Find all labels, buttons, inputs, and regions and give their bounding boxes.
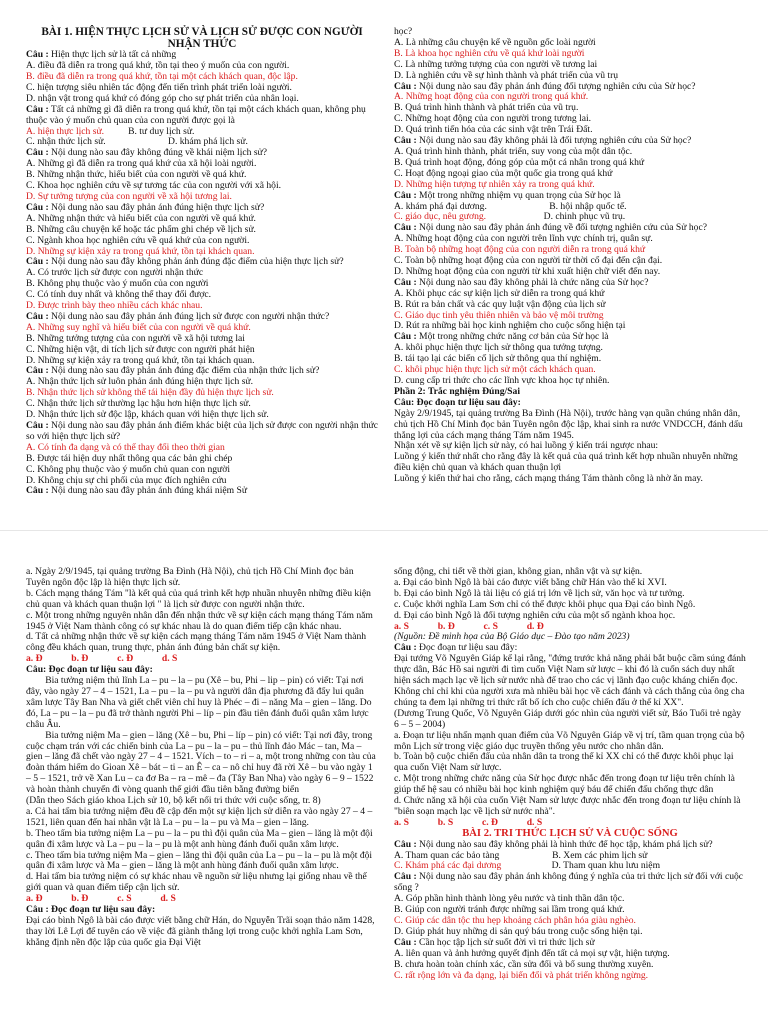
text-line: A. Những hoạt động của con người trên lĩnh vực chính trị, quân sự. <box>394 233 653 245</box>
question <box>394 872 746 894</box>
question-label: Câu : <box>26 103 49 115</box>
text-line: D. Những sự kiện xảy ra trong quá khứ, tồn tại khách quan. <box>26 354 255 366</box>
text-line: Luồng ý kiến thứ nhất cho rằng đây là kết quả của quá trình kết hợp nhuần nhuyễn những điều kiện chủ quan và khách quan thuận lợi <box>394 451 741 474</box>
text-line: c. Theo tấm bia tưởng niệm Ma – gien – lăng thì đội quân của La – pu – la – pu là một đội quân đi xâm lược và Ma – gien – lăng là một anh hùng đánh đuổi quân xâm lược. <box>26 849 375 872</box>
question-label: Câu : <box>26 201 49 213</box>
text-line: a. Đại cáo bình Ngô là bài cáo được viết bằng chữ Hán vào thế kỉ XVI. <box>394 576 667 588</box>
question-text: Hiện thực lịch sử là tất cả những <box>48 49 177 61</box>
column-top-left <box>26 26 381 507</box>
text-line: Đại cáo bình Ngô là bài cáo được viết bằng chữ Hán, do Nguyễn Trãi soạn thảo năm 1428, thay lời Lê Lợi để tuyên cáo về việc đã giành thắng lợi trong cuộc khởi nghĩa Lam Sơn, khẳng định nền độc lập của quốc gia Đại Việt <box>26 915 377 948</box>
question-label: Câu : <box>394 80 417 92</box>
text-line: B. Được tái hiện duy nhất thông qua các bản ghi chép <box>26 452 233 464</box>
correct-answer: C. Giáo dục tinh yêu thiên nhiên và bảo vệ môi trường <box>394 309 604 321</box>
option-text: D. Tham quan khu lưu niệm <box>551 860 661 872</box>
text-line: C. Nhận thức lịch sử thường lạc hậu hơn hiện thực lịch sử. <box>26 398 251 410</box>
column-bottom-left <box>26 567 378 1024</box>
question <box>394 191 746 202</box>
text-line: C. Khoa học nghiên cứu về sự tương tác của con người với xã hội. <box>26 180 282 192</box>
correct-answer: A. Những suy nghĩ và hiểu biết của con người về quá khứ. <box>26 321 251 333</box>
text-line: B. Những câu chuyện kể hoặc tác phẩm ghi chép về lịch sử. <box>26 223 256 235</box>
text-line: B. Những nhận thức, hiểu biết của con người về quá khứ. <box>26 169 247 181</box>
text-line: D. nhận vật trong quá khứ có đóng góp cho sự phát triển của nhân loại. <box>26 92 299 104</box>
text-line: D. Là nghiên cứu về sự hình thành và phát triển của vũ trụ <box>394 69 619 81</box>
question-label: Câu : <box>394 331 417 343</box>
answer-key: a. S b. S c. Đ d. S <box>394 816 543 828</box>
correct-answer: C. Khám phá các đại dương <box>394 860 552 872</box>
text-line: c. Một trong những chức năng của Sử học được nhắc đến trong đoạn tư liệu trên chính là giúp thế hệ sau có nhiều bài học kinh nghiệm quý báu để chiến đấu chống thực dân <box>394 773 738 796</box>
question-text: Nội dung nào sau đây không phải là chức năng của Sử học? <box>416 276 649 288</box>
question-label: Câu : <box>394 838 417 850</box>
text-line: D. Quá trình tiến hóa của các sinh vật trên Trái Đất. <box>394 124 593 136</box>
question-label: Câu : <box>394 276 417 288</box>
answer-key: a. S b. Đ c. S d. Đ <box>394 620 544 632</box>
text-line: A. liên quan và ảnh hưởng quyết định đến tất cả mọi sự vật, hiện tượng. <box>394 947 670 959</box>
question-label: Câu : <box>394 936 417 948</box>
text-line: Luồng ý kiến thứ hai cho rằng, cách mạng tháng Tám thành công là nhờ ăn may. <box>394 473 703 485</box>
question-label: Câu : <box>26 310 49 322</box>
question-label: Câu : <box>394 189 417 201</box>
question-text: Một trong những nhiệm vụ quan trọng của Sử học là <box>416 189 621 201</box>
text-line: b. Cách mạng tháng Tám "là kết quả của quá trình kết hợp nhuần nhuyễn những điều kiện chủ quan và khách quan thuận lợi " là lịch sử được con người nhận thức. <box>26 587 374 610</box>
text-line: A. Có trước lịch sử được con người nhận thức <box>26 267 204 279</box>
correct-answer: B. điều đã diễn ra trong quá khứ, tồn tại một cách khách quan, độc lập. <box>26 71 298 82</box>
text-line: B. Những tưởng tượng của con người về xã hội tương lai <box>26 332 245 344</box>
text-line: Bia tưởng niệm thủ lĩnh La – pu – la – pu (Xê – bu, Phi – lip – pin) có viết: Tại nơi đây, vào ngày 27 – 4 – 1521, La – pu – la – pu và người dân địa phương đã đẩy lui quân xâm lược Tây Ban Nha và giết chết viên chỉ huy là Phéc – đi – năng Ma – gien – lăng. Do đó, La – pu – la – pu đã trở thành người Phi – líp – pin đầu tiên đánh đuổi quân xâm lược châu Âu. <box>26 675 374 730</box>
lesson-title: BÀI 1. HIỆN THỰC LỊCH SỬ VÀ LỊCH SỬ ĐƯỢC CON NGƯỜI NHẬN THỨC <box>41 26 366 50</box>
question-text: Nội dung nào sau đây phản ánh đúng đặc điểm của nhận thức lịch sử? <box>48 365 320 377</box>
question <box>394 840 746 851</box>
text-line: C. hiện tượng siêu nhiên tác động đến tiến trình phát triển loài người. <box>26 81 292 93</box>
text-line: Đại tướng Võ Nguyên Giáp kể lại rằng, "đứng trước khả năng phải bắt buộc cầm súng đánh thực dân, Bác Hồ sai người đi tìm cuốn Việt Nam sử lược – khi đó là cuốn sách duy nhất hiện sách mạch lạc về lịch sử nước nhà để trao cho các vị lãnh đạo cuộc kháng chiến đọc. Không chỉ chỉ khi của người xưa mà nhiều bài học về cách đánh và cách thắng của ông cha chúng ta đem lại những tri thức rất bổ ích cho cuộc chiến đấu ở thế kỉ XX". <box>394 653 749 708</box>
correct-answer: A. Những hoạt động của con người trong quá khứ. <box>394 91 589 103</box>
question-label: Câu : <box>394 871 417 883</box>
source-note: (Nguồn: Đề minh họa của Bộ Giáo dục – Đào tạo năm 2023) <box>394 631 630 643</box>
text-line: Ngày 2/9/1945, tại quảng trường Ba Đình (Hà Nội), trước hàng vạn quần chúng nhân dân, chủ tịch Hồ Chí Minh đọc bản Tuyên ngôn độc lập, khai sinh ra nước VNDCCH, đánh dấu thắng lợi của cách mạng tháng Tám năm 1945. <box>394 407 746 441</box>
correct-answer: B. Nhận thức lịch sử không thể tái hiện đầy đủ hiện thực lịch sử. <box>26 387 274 399</box>
question <box>26 486 378 497</box>
correct-answer: B. Toàn bộ những hoạt động của con người diễn ra trong quá khứ <box>394 244 646 256</box>
text-line: (Dương Trung Quốc, Võ Nguyên Giáp dưới góc nhìn của người viết sử, Báo Tuổi trẻ ngày 6 – 5 – 2004) <box>394 707 744 730</box>
question-text: Nội dung nào sau đây phản ánh đúng hiện thực lịch sử? <box>48 201 265 213</box>
question-label: Câu : <box>26 49 49 61</box>
text-line: B. Rút ra bản chất và các quy luật vận động của lịch sử <box>394 298 606 310</box>
text-line: d. Chức năng xã hội của cuốn Việt Nam sử lược được nhắc đến trong đoạn tư liệu chính là "biên soạn mạch lạc về lịch sử nước nhà". <box>394 795 743 817</box>
question-heading: Câu : Đọc đoạn tư liệu sau đây: <box>26 904 156 916</box>
column-top-right <box>394 27 746 507</box>
question-text: Nội dung nào sau đây phản ánh đúng lịch sử được con người nhận thức? <box>48 310 330 322</box>
text-line: C. Là những tưởng tượng của con người về tương lai <box>394 58 598 70</box>
page-divider <box>0 530 768 531</box>
question <box>26 420 381 443</box>
text-line: A. khôi phục hiện thực lịch sử thông qua tưởng tượng. <box>394 342 603 354</box>
text-line: C. nhận thức lịch sử. D. khám phá lịch sử. <box>26 136 248 148</box>
text-line: d. Tất cả những nhận thức về sự kiện cách mạng tháng Tám năm 1945 ở Việt Nam thành công đều khách quan, trung thực, phản ánh đúng bản chất sự kiện. <box>26 631 369 654</box>
text-line: Bia tưởng niệm Ma – gien – lăng (Xê – bu, Phi – líp – pin) có viết: Tại nơi đây, trong cuộc chạm trán với các chiến binh của La – pu – la – pu – thủ lĩnh đảo Mác – tan, Ma – gien – lăng đã chết vào ngày 27 – 4 – 1521. Vích – to – ri – a, một trong những con tàu của đoàn thám hiểm do Gioan Xê – bát – ti – an Ê – ca – nô chỉ huy đã rời Xê – bu vào ngày 1 – 5 – 1521, trở về Xan Lu – ca đơ Ba – ra – mê – đa (Tây Ban Nha) vào ngày 6 – 9 – 1522 và hoàn thành chuyến đi vòng quanh thế giới đầu tiên bằng đường biển <box>26 729 379 796</box>
question-text: Một trong những chức năng cơ bản của Sử học là <box>416 331 609 343</box>
text-line: A. Những nhận thức và hiểu biết của con người về quá khứ. <box>26 212 256 224</box>
question-text: Nội dung nào sau đây phản ánh đúng khái niệm Sử <box>48 485 248 497</box>
text-line: C. Toàn bộ những hoạt động của con người từ thời cổ đại đến cận đại. <box>394 255 663 267</box>
text-line: D. Giúp phát huy những di sản quý báu trong cuộc sống hiện tại. <box>394 925 643 937</box>
question-text: Nội dung nào sau đây không phải là đối tượng nghiên cứu của Sử học? <box>416 135 692 147</box>
correct-answer: C. rất rộng lớn và đa dạng, lại biến đổi và phát triển không ngừng. <box>394 969 649 981</box>
text-line: A. Quá trình hình thành, phát triển, suy vong của một dân tộc. <box>394 145 633 157</box>
text-line: b. Theo tấm bia tưởng niệm La – pu – la – pu thì đội quân của Ma – gien – lăng là một đội quân đi xâm lược và La – pu – la – pu là một anh hùng đánh đuổi quân xâm lược. <box>26 827 376 850</box>
question-label: Câu : <box>26 420 49 431</box>
question-heading: Câu: Đọc đoạn tư liệu sau đây: <box>26 664 153 676</box>
text-line: A. Những gì đã diễn ra trong quá khứ của xã hội loài người. <box>26 158 257 170</box>
text-line: A. Là những câu chuyện kể về nguồn gốc loài người <box>394 36 596 48</box>
text-line: Nhận xét về sự kiện lịch sử này, có hai luồng ý kiến trái ngược nhau: <box>394 440 659 452</box>
text-line: C. Hoạt động ngoại giao của một quốc gia trong quá khứ <box>394 167 613 179</box>
question-text: Nội dung nào sau đây không phản ánh đúng đặc điểm của hiện thực lịch sử? <box>48 256 344 268</box>
question-label: Câu : <box>394 222 417 234</box>
option-text: D. chinh phục vũ trụ. <box>543 211 626 223</box>
text-line: (Dẫn theo Sách giáo khoa Lịch sử 10, bộ kết nối tri thức với cuộc sống, tr. 8) <box>26 795 321 807</box>
column-bottom-right <box>394 566 749 1024</box>
question-label: Câu : <box>26 365 49 377</box>
text-line: A. Nhận thức lịch sử luôn phản ánh đúng hiện thực lịch sử. <box>26 376 254 388</box>
text-line: học? <box>394 26 413 37</box>
question-heading: Phần 2: Trắc nghiệm Đúng/Sai <box>394 385 520 397</box>
correct-answer: B. Là khoa học nghiên cứu về quá khứ loài người <box>394 47 585 59</box>
text-line: C. Những hoạt động của con người trong tương lai. <box>394 113 592 125</box>
text-line: d. Đại cáo bình Ngô là đối tượng nghiên cứu của một số ngành khoa học. <box>394 609 676 621</box>
text-line: a. Cả hai tấm bia tưởng niệm đều đề cập đến một sự kiện lịch sử diễn ra vào ngày 27 – 4 – 1521, liên quan đến hai nhân vật là La – pu – la – pu và Ma – gien – lăng. <box>26 805 375 828</box>
question-text: Đọc đoạn tư liệu sau đây: <box>416 642 518 654</box>
correct-answer: D. Sự tưởng tượng của con người về xã hội tương lai. <box>26 190 232 202</box>
option-text: B. tư duy lịch sử. <box>128 125 195 137</box>
text-line: c. Một trong những nguyên nhân dẫn đến nhận thức về sự kiện cách mạng tháng Tám năm 1945 ở Việt Nam thành công có sự khác nhau là do quan điểm tiếp cận khác nhau. <box>26 609 376 632</box>
text-line: D. Nhận thức lịch sử độc lập, khách quan với hiện thực lịch sử. <box>26 409 269 421</box>
text-line: D. Không chịu sự chi phối của mục đích nghiên cứu <box>26 474 227 486</box>
text-line: d. Hai tấm bia tưởng niệm có sự khác nhau về nguồn sử liệu nhưng lại giống nhau về thế giới quan và quan điểm tiếp cận lịch sử. <box>26 871 370 894</box>
text-line: b. Toàn bộ cuộc chiến đấu của nhân dân ta trong thế kỉ XX chỉ có thể được khôi phục lại qua cuốn Việt Nam sử lược. <box>394 751 736 774</box>
answer-key: a. Đ b. Đ c. Đ d. S <box>26 653 178 665</box>
text-line: B. chưa hoàn toàn chính xác, cần sửa đổi và bổ sung thường xuyên. <box>394 958 654 970</box>
question-label: Câu : <box>26 485 49 497</box>
text-line: B. Không phụ thuộc vào ý muốn của con người <box>26 278 209 290</box>
text-line: a. Đoạn tư liệu nhấn mạnh quan điểm của Võ Nguyên Giáp về vị trí, tầm quan trọng của bộ môn Lịch sử trong việc giáo dục truyền thống yêu nước cho nhân dân. <box>394 729 747 752</box>
question-label: Câu : <box>394 135 417 147</box>
question-text: Cần học tập lịch sử suốt đời vì tri thức lịch sử <box>416 936 595 948</box>
question-text: Nội dung nào sau đây phản ánh đúng về đối tượng nghiên cứu của Sử học? <box>416 222 707 234</box>
text-line: C. Những hiện vật, di tích lịch sử được con người phát hiện <box>26 343 255 355</box>
question <box>26 105 378 127</box>
text-line: A. Tham quan các bảo tàng B. Xem các phim lịch sử <box>394 849 648 861</box>
text-line: B. Giúp con người tránh được những sai lầm trong quá khứ. <box>394 904 625 916</box>
text-line: b. Đại cáo bình Ngô là tài liệu có giá trị lớn về lịch sử, văn học và tư tưởng. <box>394 587 685 599</box>
text-line: C. Không phụ thuộc vào ý muốn chủ quan con người <box>26 463 230 475</box>
text-line: A. khám phá đại dương. B. hội nhập quốc tế. <box>394 200 627 212</box>
text-line: A. điều đã diễn ra trong quá khứ, tồn tại theo ý muốn của con người. <box>26 60 290 72</box>
answer-key: a. Đ b. Đ c. S d. S <box>26 893 176 905</box>
correct-answer: C. Giúp các dân tộc thu hẹp khoảng cách phân hóa giàu nghèo. <box>394 915 636 926</box>
text-line: D. cung cấp tri thức cho các lĩnh vực khoa học tự nhiên. <box>394 375 610 386</box>
text-line: D. Rút ra những bài học kinh nghiệm cho cuộc sống hiện tại <box>394 320 626 332</box>
correct-answer: C. giáo dục, nêu gương. <box>394 211 544 223</box>
question-label: Câu : <box>26 256 49 268</box>
text-line: C. Có tính duy nhất và không thể thay đổi được. <box>26 289 212 301</box>
text-line: B. Quá trình hình thành và phát triển của vũ trụ. <box>394 102 579 114</box>
text-line: A. Góp phần hình thành lòng yêu nước và tinh thần dân tộc. <box>394 893 625 905</box>
text-line: D. Những hoạt động của con người từ khi xuất hiện chữ viết đến nay. <box>394 265 661 277</box>
text-line: B. tái tạo lại các biến cố lịch sử thông qua thí nghiệm. <box>394 353 602 365</box>
question-text: Nội dung nào sau đây phản ánh đúng đối tượng nghiên cứu của Sử học? <box>416 80 696 92</box>
correct-answer: A. hiện thực lịch sử. <box>26 125 129 137</box>
text-line: A. Khôi phục các sự kiện lịch sử diễn ra trong quá khứ <box>394 287 605 299</box>
text-line: a. Ngày 2/9/1945, tại quảng trường Ba Đình (Hà Nội), chủ tịch Hồ Chí Minh đọc bản Tuyên ngôn độc lập là hiện thực lịch sử. <box>26 566 356 588</box>
question-text: Nội dung nào sau đây phản ánh điểm khác biệt của lịch sử được con người nhận thức so với hiện thực lịch sử? <box>26 420 381 442</box>
question-heading: Câu: Đọc đoạn tư liệu sau đây: <box>394 396 521 408</box>
correct-answer: D. Những hiện tượng tự nhiên xảy ra trong quá khứ. <box>394 178 595 190</box>
correct-answer: D. Những sự kiện xảy ra trong quá khứ, tồn tại khách quan. <box>26 245 255 257</box>
correct-answer: C. khôi phục hiện thực lịch sử một cách khách quan. <box>394 364 596 376</box>
question-text: Tất cả những gì đã diễn ra trong quá khứ, tồn tại một cách khách quan, không phụ thuộc vào ý muốn chủ quan của con người được gọi là <box>26 103 369 126</box>
text-line: B. Quá trình hoạt động, đóng góp của một cá nhân trong quá khứ <box>394 156 645 168</box>
text-line: C. Ngành khoa học nghiên cứu về quá khứ của con người. <box>26 234 250 246</box>
question-text: Nội dung nào sau đây phản ánh không đúng ý nghĩa của tri thức lịch sử đối với cuộc sống ? <box>394 871 746 894</box>
question-label: Câu : <box>394 642 417 654</box>
correct-answer: D. Được trình bày theo nhiều cách khác nhau. <box>26 300 203 312</box>
question-text: Nội dung nào sau đây không phải là hình thức để học tập, khám phá lịch sử? <box>416 838 713 850</box>
question-text: Nội dung nào sau đây không đúng về khái niệm lịch sử? <box>48 147 268 159</box>
question-label: Câu : <box>26 147 49 159</box>
section-title: BÀI 2. TRI THỨC LỊCH SỬ VÀ CUỘC SỐNG <box>462 827 678 839</box>
correct-answer: A. Có tính đa dạng và có thể thay đổi theo thời gian <box>26 441 225 453</box>
text-line: sống động, chi tiết về thời gian, không gian, nhân vật và sự kiện. <box>394 566 643 577</box>
text-line: c. Cuộc khởi nghĩa Lam Sơn chỉ có thể được khôi phục qua Đại cáo bình Ngô. <box>394 598 696 610</box>
